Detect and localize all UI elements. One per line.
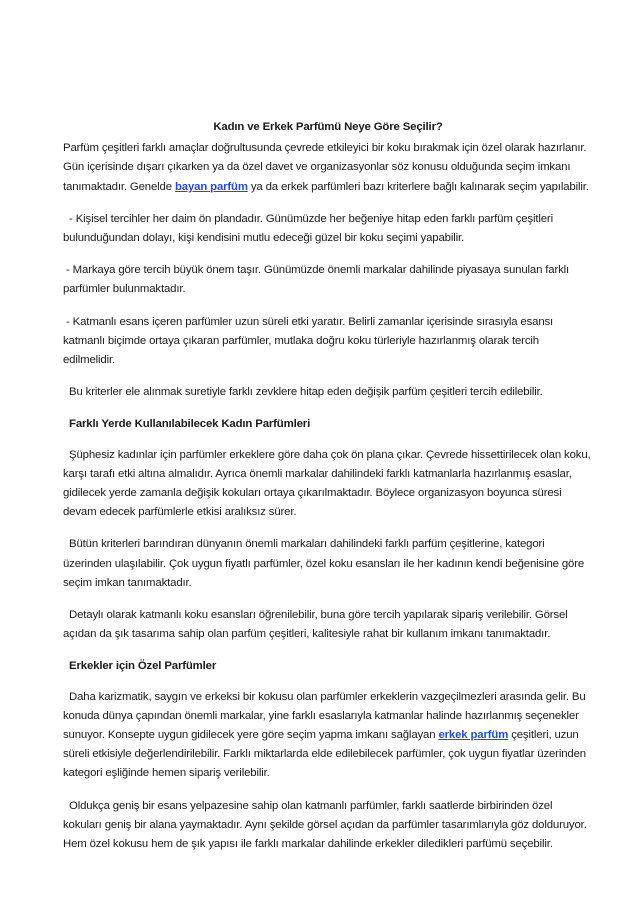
criteria-summary: Bu kriterler ele alınmak suretiyle farklı zevklere hitap eden değişik parfüm çeşitleri tercih edilebilir. [63,386,543,399]
criteria-item-personal: - Kişisel tercihler her daim ön plandadır. Günümüzde her beğeniye hitap eden farklı parfüm çeşitleri bulunduğundan dolayı, kişi kendisini mutlu edeceği güzel bir koku seçimi yapabilir. [63,212,556,245]
men-section-heading: Erkekler için Özel Parfümler [63,660,217,673]
men-text-before: Daha karizmatik, saygın ve erkeksi bir kokusu olan parfümler erkeklerin vazgeçilmezleri arasında gelir. Bu konuda dünya çapından önemli markalar, yine farklı esaslarıyla katmanlar halinde hazırlanmış seçenekler sunuyor. Konsepte uygun gidilecek yere göre seçim yapma imkanı sağlayan [63,690,589,742]
women-paragraph: Detaylı olarak katmanlı koku esansları öğrenilebilir, buna göre tercih yapılarak sipariş verilebilir. Görsel açıdan da şık tasarıma sahip olan parfüm çeşitleri, kalitesiyle rahat bir kullanım imkanı tanımaktadır. [63,609,571,641]
women-paragraph: Şüphesiz kadınlar için parfümler erkeklere göre daha çok ön plana çıkar. Çevrede hissettirilecek olan koku, karşı tarafı etki altına almalıdır. Ayrıca önemli markalar dahilindeki farklı katmanlarla hazırlanmış esaslar, gidilecek yerde zamanla değişik kokuları ortaya çıkarılmaktadır. Böylece organizasyon boyunca süresi devam edecek parfümlerle etkisi aralıksız sürer. [63,448,594,519]
bayan-parfum-link[interactable]: bayan parfüm [174,180,248,193]
document-page [63,118,593,854]
men-text-after: çeşitleri, uzun süreli etkisiyle değerlendirilebilir. Farklı miktarlarda elde edilebilecek parfümler, çok uygun fiyatlar üzerinden kategori eşliğinde hemen sipariş verilebilir. [63,729,589,780]
criteria-item-layered: - Katmanlı esans içeren parfümler uzun süreli etki yaratır. Belirli zamanlar içerisinde sırasıyla esansı katmanlı biçimde ortaya çıkaran parfümler, mutlaka doğru koku türleriyle hazırlanmış olarak tercih edilmelidir. [63,315,557,367]
intro-paragraph [63,139,593,197]
intro-text-after: ya da erkek parfümleri bazı kriterlere bağlı kalınarak seçim yapılabilir. [247,180,589,193]
document-title: Kadın ve Erkek Parfümü Neye Göre Seçilir? [213,121,443,133]
women-paragraph: Bütün kriterleri barındıran dünyanın önemli markaları dahilindeki farklı parfüm çeşitlerine, kategori üzerinden ulaşılabilir. Çok uygun fiyatlı parfümler, özel koku esansları ile her kadının kendi beğenisine göre seçim imkan tanımaktadır. [63,538,588,589]
erkek-parfum-link[interactable]: erkek parfüm [438,729,509,742]
men-paragraph [63,688,593,784]
men-paragraph: Oldukça geniş bir esans yelpazesine sahip olan katmanlı parfümler, farklı saatlerde birbirinden özel kokuları geniş bir alana yaymaktadır. Aynı şekilde görsel açıdan da parfümler tasarımlarıyla göz dolduruyor. Hem özel kokusu hem de şık yapısı ile farklı markalar dahilinde erkekler diledikleri parfümü seçebilir. [63,799,590,851]
intro-text-before: Parfüm çeşitleri farklı amaçlar doğrultusunda çevrede etkileyici bir koku bırakmak için özel olarak hazırlanır. Gün içerisinde dışarı çıkarken ya da özel davet ve organizasyonlar söz konusu olduğunda seçim imkanı tanımaktadır. Genelde [63,142,587,193]
women-section-heading: Farklı Yerde Kullanılabilecek Kadın Parfümleri [63,418,311,431]
criteria-item-brand: - Markaya göre tercih büyük önem taşır. Günümüzde önemli markalar dahilinde piyasaya sunulan farklı parfümler bulunmaktadır. [63,264,573,296]
